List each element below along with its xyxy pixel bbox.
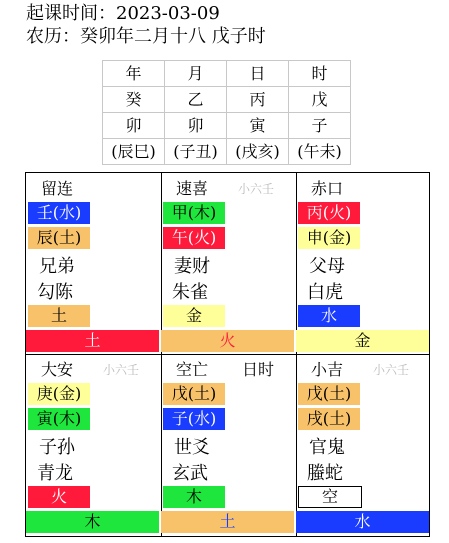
palace-cell xyxy=(25,172,160,353)
stem-branch-tag: 子(水) xyxy=(163,408,225,430)
palace-title: 空亡 xyxy=(176,360,209,379)
table-cell: 乙 xyxy=(165,87,227,113)
palace-subtitle: 小六壬 xyxy=(238,182,275,196)
table-cell: (辰巳) xyxy=(103,139,165,165)
table-row xyxy=(103,87,351,113)
table-cell: 戊 xyxy=(289,87,351,113)
relation-label: 妻财 xyxy=(174,256,210,277)
stem-branch-tag: 壬(水) xyxy=(28,202,90,224)
stem-branch-tag: 戊(土) xyxy=(298,383,360,405)
table-cell: 子 xyxy=(289,113,351,139)
palace-bottom-bar: 土 xyxy=(161,511,294,533)
deity-label: 朱雀 xyxy=(172,282,208,303)
table-cell: (戌亥) xyxy=(227,139,289,165)
palace-day-hour-label: 日时 xyxy=(242,360,275,379)
deity-label: 勾陈 xyxy=(37,282,73,303)
deity-label: 白虎 xyxy=(307,282,343,303)
palace-title: 赤口 xyxy=(311,179,344,198)
deity-label: 青龙 xyxy=(37,463,73,484)
palace-bottom-bar: 金 xyxy=(296,330,429,352)
table-row xyxy=(103,113,351,139)
table-cell: 年 xyxy=(103,61,165,87)
stem-branch-tag: 戊(土) xyxy=(163,383,225,405)
relation-label: 兄弟 xyxy=(39,256,75,277)
stem-branch-tag: 庚(金) xyxy=(28,383,90,405)
element-bar: 木 xyxy=(163,486,225,508)
palace-title: 速喜 xyxy=(176,179,209,198)
element-bar: 金 xyxy=(163,305,225,327)
palace-bottom-bar: 土 xyxy=(26,330,159,352)
stem-branch-tag: 寅(木) xyxy=(28,408,90,430)
element-bar: 火 xyxy=(28,486,90,508)
deity-label: 螣蛇 xyxy=(307,463,343,484)
table-row xyxy=(103,139,351,165)
table-cell: 癸 xyxy=(103,87,165,113)
table-cell: 月 xyxy=(165,61,227,87)
palace-cell xyxy=(160,353,295,534)
stem-branch-tag: 甲(木) xyxy=(163,202,225,224)
palace-title: 小吉 xyxy=(311,360,344,379)
stem-branch-tag: 丙(火) xyxy=(298,202,360,224)
deity-label: 玄武 xyxy=(172,463,208,484)
pillars-table xyxy=(102,60,351,165)
element-bar: 水 xyxy=(298,305,360,327)
table-row xyxy=(103,61,351,87)
table-cell: (午未) xyxy=(289,139,351,165)
table-cell: (子丑) xyxy=(165,139,227,165)
palace-bottom-bar: 水 xyxy=(296,511,429,533)
table-cell: 寅 xyxy=(227,113,289,139)
relation-label: 父母 xyxy=(309,256,345,277)
table-cell: 卯 xyxy=(103,113,165,139)
palace-bottom-bar: 火 xyxy=(161,330,294,352)
palace-title: 留连 xyxy=(41,179,74,198)
table-cell: 卯 xyxy=(165,113,227,139)
start-time-label: 起课时间：2023-03-09 xyxy=(26,3,220,24)
element-bar: 空 xyxy=(298,486,362,508)
palace-cell xyxy=(160,172,295,353)
palace-cell xyxy=(295,172,430,353)
stem-branch-tag: 申(金) xyxy=(298,227,360,249)
relation-label: 子孙 xyxy=(39,437,75,458)
palace-subtitle: 小六壬 xyxy=(103,363,140,377)
palace-title: 大安 xyxy=(41,360,74,379)
relation-label: 世爻 xyxy=(174,437,210,458)
palace-bottom-bar: 木 xyxy=(26,511,159,533)
table-cell: 丙 xyxy=(227,87,289,113)
stem-branch-tag: 午(火) xyxy=(163,227,225,249)
lunar-date-label: 农历：癸卯年二月十八 戊子时 xyxy=(26,26,266,47)
table-cell: 时 xyxy=(289,61,351,87)
stem-branch-tag: 辰(土) xyxy=(28,227,90,249)
table-cell: 日 xyxy=(227,61,289,87)
relation-label: 官鬼 xyxy=(309,437,345,458)
stem-branch-tag: 戌(土) xyxy=(298,408,360,430)
element-bar: 土 xyxy=(28,305,90,327)
palace-cell xyxy=(25,353,160,534)
palace-cell xyxy=(295,353,430,534)
palace-subtitle: 小六壬 xyxy=(373,363,410,377)
